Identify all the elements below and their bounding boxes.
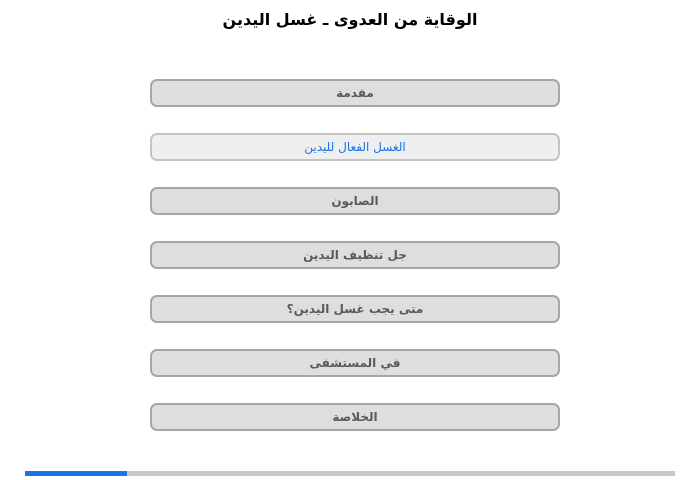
- lesson-menu: [150, 79, 560, 457]
- page-title: الوقاية من العدوى ـ غسل اليدين: [222, 10, 478, 29]
- menu-item-soap[interactable]: الصابون: [150, 187, 560, 215]
- menu-item-introduction[interactable]: مقدمة: [150, 79, 560, 107]
- menu-item-when-to-wash[interactable]: متى يجب غسل اليدين؟: [150, 295, 560, 323]
- progress-bar: [25, 471, 675, 476]
- menu-item-in-hospital[interactable]: في المستشفى: [150, 349, 560, 377]
- menu-item-effective-handwashing[interactable]: الغسل الفعال لليدين: [150, 133, 560, 161]
- menu-item-hand-gel[interactable]: جل تنظيف اليدين: [150, 241, 560, 269]
- menu-item-conclusion[interactable]: الخلاصة: [150, 403, 560, 431]
- progress-bar-fill: [25, 471, 127, 476]
